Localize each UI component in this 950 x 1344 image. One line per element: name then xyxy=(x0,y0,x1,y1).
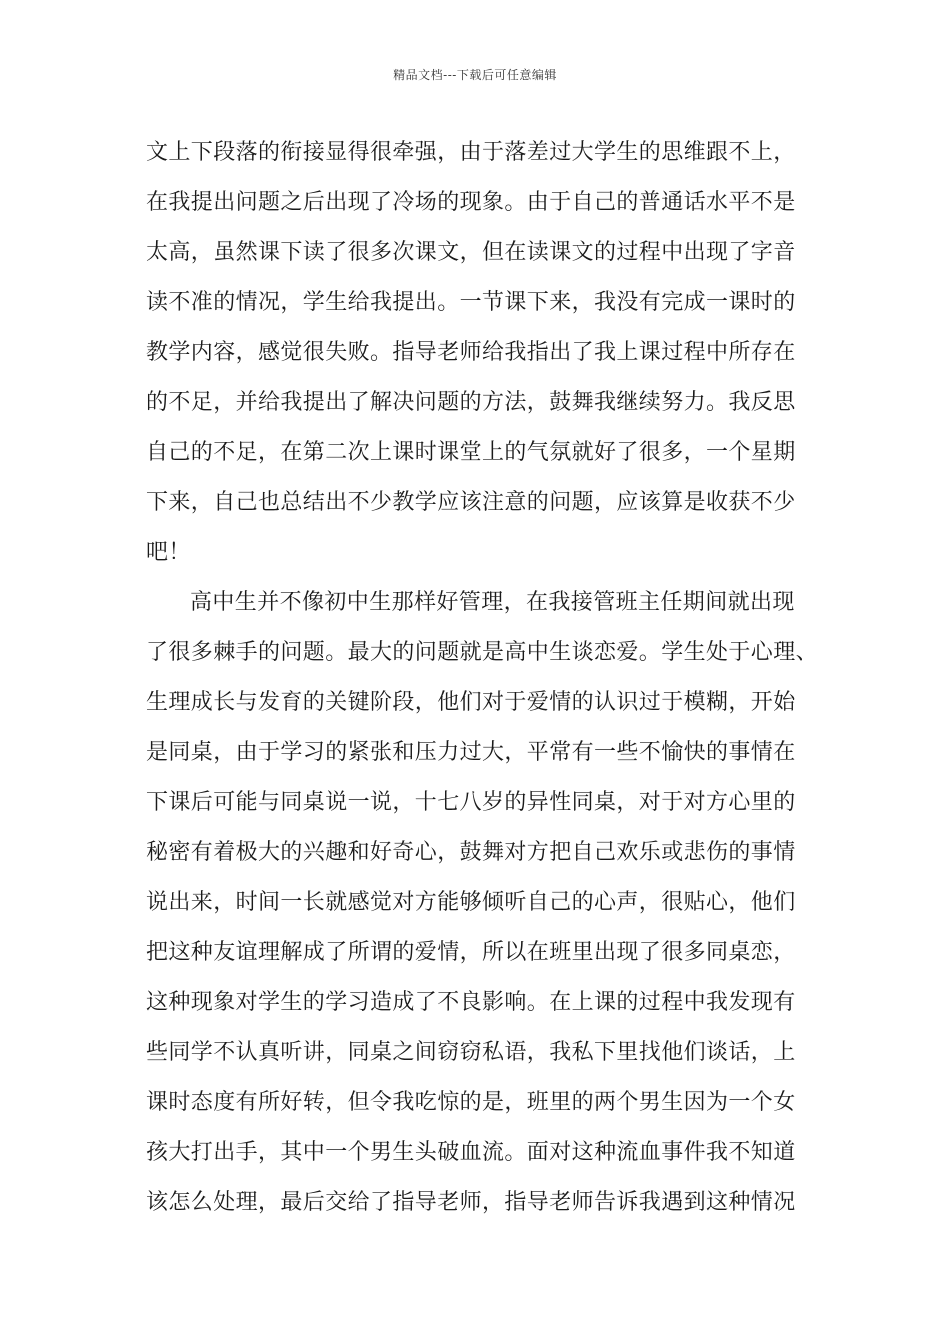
text-line: 些同学不认真听讲，同桌之间窃窃私语，我私下里找他们谈话，上 xyxy=(146,1040,796,1065)
text-line: 把这种友谊理解成了所谓的爱情，所以在班里出现了很多同桌恋， xyxy=(146,940,796,965)
page-header: 精品文档---下载后可任意编辑 xyxy=(393,68,557,82)
text-line: 教学内容，感觉很失败。指导老师给我指出了我上课过程中所存在 xyxy=(146,340,796,365)
text-line: 下来，自己也总结出不少教学应该注意的问题，应该算是收获不少 xyxy=(146,490,796,515)
text-line: 太高，虽然课下读了很多次课文，但在读课文的过程中出现了字音 xyxy=(146,240,796,265)
text-line: 秘密有着极大的兴趣和好奇心，鼓舞对方把自己欢乐或悲伤的事情 xyxy=(146,840,796,865)
text-line: 的不足，并给我提出了解决问题的方法，鼓舞我继续努力。我反思 xyxy=(146,390,796,415)
text-line: 了很多棘手的问题。最大的问题就是高中生谈恋爱。学生处于心理、 xyxy=(146,640,819,665)
body-text xyxy=(146,128,819,1228)
text-line: 在我提出问题之后出现了冷场的现象。由于自己的普通话水平不是 xyxy=(146,190,796,215)
text-line: 课时态度有所好转，但令我吃惊的是，班里的两个男生因为一个女 xyxy=(146,1090,796,1115)
text-line: 这种现象对学生的学习造成了不良影响。在上课的过程中我发现有 xyxy=(146,990,796,1015)
text-line: 文上下段落的衔接显得很牵强，由于落差过大学生的思维跟不上， xyxy=(146,140,796,165)
text-line: 孩大打出手，其中一个男生头破血流。面对这种流血事件我不知道 xyxy=(146,1140,796,1165)
text-line: 生理成长与发育的关键阶段，他们对于爱情的认识过于模糊，开始 xyxy=(146,690,796,715)
text-line: 是同桌，由于学习的紧张和压力过大，平常有一些不愉快的事情在 xyxy=(146,740,796,765)
text-line: 吧！ xyxy=(146,540,191,565)
text-line: 下课后可能与同桌说一说，十七八岁的异性同桌，对于对方心里的 xyxy=(146,790,796,815)
text-line: 该怎么处理，最后交给了指导老师，指导老师告诉我遇到这种情况 xyxy=(146,1190,796,1215)
text-line: 说出来，时间一长就感觉对方能够倾听自己的心声，很贴心，他们 xyxy=(146,890,796,915)
text-line: 读不准的情况，学生给我提出。一节课下来，我没有完成一课时的 xyxy=(146,290,796,315)
text-line: 自己的不足，在第二次上课时课堂上的气氛就好了很多，一个星期 xyxy=(146,440,796,465)
paragraph-first-line: 高中生并不像初中生那样好管理，在我接管班主任期间就出现 xyxy=(190,590,795,615)
